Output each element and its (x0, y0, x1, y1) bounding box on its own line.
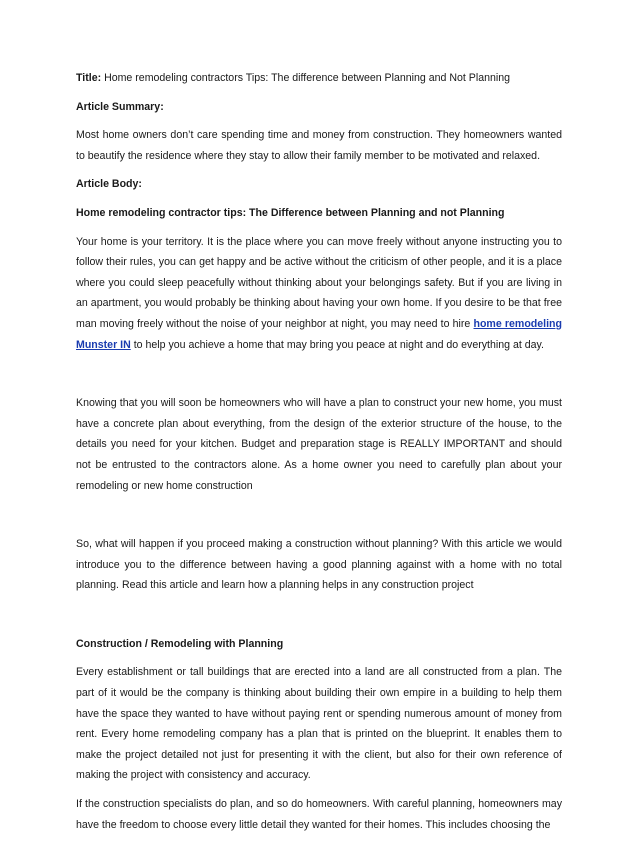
paragraph-4: Every establishment or tall buildings that are erected into a land are all constructed from a plan. The part of it would be the company is thinking about building their own empire in a building to help them have the space they wanted to have without paying rent or spending numerous amount of money from rent. Every home remodeling company has a plan that is printed on the blueprint. It enables them to make the project detailed not just for presenting it with the client, but also for their own reference of making the project with consistency and accuracy. (76, 666, 562, 782)
paragraph-1-text-a: Your home is your territory. It is the place where you can move freely without anyone instructing you to follow their rules, you can get happy and be active without the criticism of other people, and it is a place where you could sleep peacefully without thinking about your belongings safety. But if you are living in an apartment, you would probably be thinking about having your own home. If you desire to be that free man moving freely without the noise of your neighbor at night, you may need to hire (76, 235, 562, 330)
body-label: Article Body: (76, 178, 142, 191)
document-page (76, 68, 562, 843)
paragraph-2: Knowing that you will soon be homeowners who will have a plan to construct your new home, you must have a concrete plan about everything, from the design of the exterior structure of the house, to the details you need for your kitchen. Budget and preparation stage is REALLY IMPORTANT and should not be entrusted to the contractors alone. As a home owner you need to carefully plan about your remodeling or new home construction (76, 397, 562, 492)
summary-label: Article Summary: (76, 100, 164, 113)
section-heading: Construction / Remodeling with Planning (76, 637, 284, 650)
title-label: Title: (76, 72, 102, 84)
title-text: Home remodeling contractors Tips: The difference between Planning and Not Planning (101, 72, 511, 84)
spacer (76, 604, 562, 634)
spacer (76, 504, 562, 534)
title-line (76, 68, 562, 89)
paragraph-5: If the construction specialists do plan, and so do homeowners. With careful planning, homeowners may have the freedom to choose every little detail they wanted for their homes. This includes choosing the (76, 798, 562, 831)
article-heading: Home remodeling contractor tips: The Difference between Planning and not Planning (76, 206, 505, 219)
paragraph-1 (76, 232, 562, 356)
spacer (76, 363, 562, 393)
home-remodeling-link[interactable]: home remodeling Munster IN (76, 317, 562, 351)
summary-text: Most home owners don’t care spending time and money from construction. They homeowners wanted to beautify the residence where they stay to allow their family member to be motivated and relaxed. (76, 129, 562, 162)
paragraph-3: So, what will happen if you proceed making a construction without planning? With this article we would introduce you to the difference between having a good planning against with a home with no total planning. Read this article and learn how a planning helps in any construction project (76, 538, 562, 592)
paragraph-1-text-b: to help you achieve a home that may bring you peace at night and do everything at day. (130, 338, 544, 351)
